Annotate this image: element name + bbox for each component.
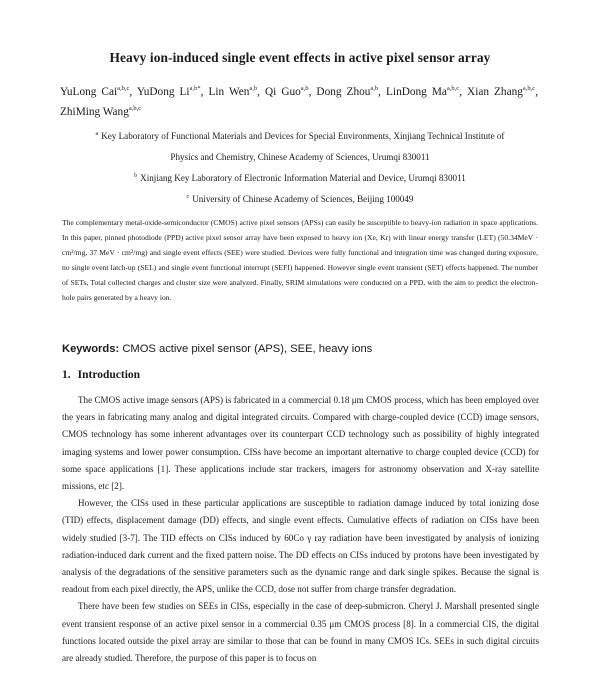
affiliation-c [0,194,600,204]
author-affiliation-mark: a,b* [189,85,201,92]
author-affiliation-mark: a,b,c [522,85,536,92]
author-name: YuDong Li [136,86,190,98]
author-name: Qi Guo [265,86,301,98]
abstract: The complementary metal-oxide-semiconductor (CMOS) active pixel sensors (APSs) can easily be susceptible to heavy-ion radiation in space applications. In this paper, pinned photodiode (PPD) active pixel sensor array have been exposed to heavy ion (Xe, Kr) with linear energy transfer (LET) (50.34MeV · cm²/mg, 37 MeV · cm²/mg) and single event effects (SEE) were studied. Devices were fully functional and integration time was changed during exposure, no single event latch-up (SEL) and single event functional interrupt (SEFI) happened. However single event transient (SET) effects happened. The number of SETs, Total collected charges and cluster size were analyzed. Finally, SRIM simulations were conducted on a PPD, with the aim to predict the electron-hole pairs generated by a heavy ion. [62,218,538,303]
author-affiliation-mark: a,b,c [446,85,460,92]
author-affiliation-mark: a,b [249,85,258,92]
affiliation-mark: c [186,194,190,200]
paragraph: However, the CISs used in these particular applications are susceptible to radiation damage induced by total ionizing dose (TID) effects, displacement damage (DD) effects, and single event effects. Cumulative effects of radiation on CISs have been widely studied [3-7]. The TID effects on CISs induced by 60Co γ ray radiation have been investigated by analysis of ionizing radiation-induced dark current and the fixed pattern noise. The DD effects on CISs induced by protons have been investigated by analysis of the degradations of the sensitive parameters such as the dynamic range and dark single spikes. Because the signal is readout from each pixel directly, the APS, unlike the CCD, dose not suffer from charge transfer degradation. [62,498,539,595]
section-number: 1. [62,369,71,381]
paper-title: Heavy ion-induced single event effects in active pixel sensor array [109,50,491,65]
keywords [62,343,372,355]
section-title: Introduction [77,369,141,381]
affiliation-text: Xinjiang Key Laboratory of Electronic Information Material and Device, Urumqi 830011 [140,173,466,183]
body-text [62,392,539,667]
affiliation-a-continued [0,152,600,162]
affiliation-text: University of Chinese Academy of Sciences, Beijing 100049 [192,194,414,204]
affiliation-a [0,131,600,141]
paragraph: There have been few studies on SEEs in CISs, especially in the case of deep-submicron. Cheryl J. Marshall presented single event transient response of an active pixel sensor in a commercial 0.35 μm CMOS process [8]. In a commercial CIS, the digital functions located outside the pixel array are similar to those that can be found in many CMOS ICs. SEEs in such digital circuits are already studied. Therefore, the purpose of this paper is to focus on [62,601,539,664]
author-affiliation-mark: a,b [370,85,379,92]
author-name: Lin Wen [208,86,250,98]
author-affiliation-mark: a,b,c [117,85,130,92]
author-list: YuLong Cai$^{a,b,c}$, YuDong $Li^{a,b*}$, Lin Wen$^{a,b}$, Qi Guo$^{a,b}$, Dong Zhou$^{a,b}$, LinDong Ma$^{a,b,c}$, Xian Zhang$^{a,b,c}$, ZhiMing Wang$^{a,b,c}$ [60,85,539,118]
affiliation-mark: a [95,131,99,137]
keywords-text: CMOS active pixel sensor (APS), SEE, heavy ions [122,343,373,355]
author-name: Xian Zhang [467,86,523,98]
affiliation-mark: b [134,173,138,179]
keywords-label: Keywords: [62,343,120,355]
section-heading [62,369,147,381]
paragraph: The CMOS active image sensors (APS) is fabricated in a commercial 0.18 μm CMOS process, which has been employed over the years in fabricating many analog and digital integrated circuits. Compared with charge-coupled device (CCD) image sensors, CMOS technology has some inherent advantages over its counterpart CCD technology such as possibility of highly integrated imaging systems and lower power consumption. CISs have become an important alternative to charge coupled device (CCD) for some space applications [1]. These applications include star trackers, imagers for astronomy observation and X-ray satellite missions, etc [2]. [62,395,539,492]
affiliation-text: Key Laboratory of Functional Materials and Devices for Special Environments, Xinjiang Technical Institute of [101,131,505,141]
author-affiliation-mark: a,b [300,85,309,92]
affiliation-text: Physics and Chemistry, Chinese Academy of Sciences, Urumqi 830011 [170,152,430,162]
author-name: ZhiMing Wang [60,106,129,118]
author-name: YuLong Cai [60,86,118,98]
author-name: Dong Zhou [316,86,371,98]
affiliation-b [0,173,600,183]
author-name: LinDong Ma [386,86,447,98]
author-affiliation-mark: a,b,c [128,105,142,112]
